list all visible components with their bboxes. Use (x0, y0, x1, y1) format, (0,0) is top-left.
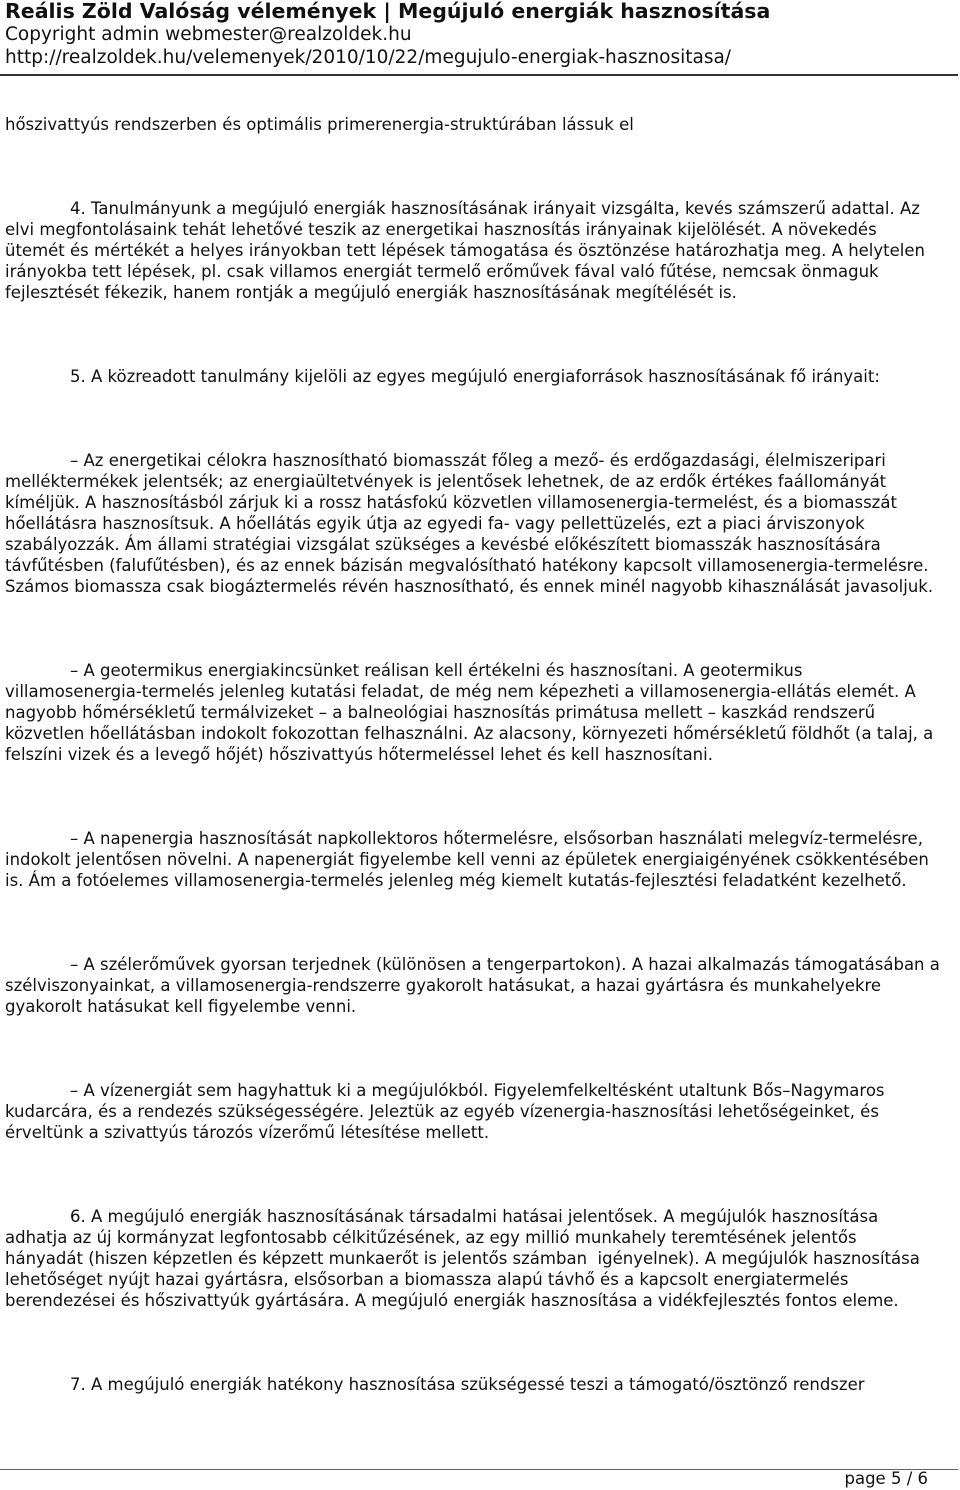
text-line: 4. Tanulmányunk a megújuló energiák hasznosításának irányait vizsgálta, kevés számszerű adattal. Az (70, 199, 920, 218)
paragraph-wind (5, 954, 957, 1017)
text-line: – A vízenergiát sem hagyhattuk ki a megújulókból. Figyelemfelkeltésként utaltunk Bős–Nagymaros (70, 1081, 885, 1100)
text-line: lehetőséget nyújt hazai gyártásra, elsősorban a biomassza alapú távhő és a kapcsolt energiatermelés (5, 1270, 849, 1289)
document-header (5, 0, 955, 69)
text-line: – Az energetikai célokra hasznosítható biomasszát főleg a mező- és erdőgazdasági, élelmiszeripari (70, 451, 886, 470)
text-line: felszíni vizek és a levegő hőjét) hőszivattyús hőtermeléssel lehet és kell hasznosítani. (5, 745, 713, 764)
text-line: Számos biomassza csak biogáztermelés révén hasznosítható, és ennek minél nagyobb kihasználását javasoljuk. (5, 577, 934, 596)
text-line: indokolt jelentősen növelni. A napenergiát figyelembe kell venni az épületek energiaigényének csökkentésében (5, 850, 929, 869)
text-line: villamosenergia-termelés jelenleg kutatási feladat, de még nem képezheti a villamosenergia-ellátás elemét. A (5, 682, 916, 701)
text-line: ütemét és mértékét a helyes irányokban tett lépések támogatása és ösztönzése határozhatja meg. A helytelen (5, 241, 925, 260)
header-divider (0, 74, 958, 76)
text-line: – A napenergia hasznosítását napkollektoros hőtermelésre, elsősorban használati melegvíz-termelésre, (70, 829, 923, 848)
paragraph-solar (5, 828, 957, 891)
text-line: elvi megfontolásaink tehát lehetővé teszik az energetikai hasznosítás irányainak kijelölését. A növekedés (5, 220, 877, 239)
text-line: gyakorolt hatásukat kell figyelembe venni. (5, 997, 357, 1016)
text-line: 5. A közreadott tanulmány kijelöli az egyes megújuló energiaforrások hasznosításának fő irányait: (70, 367, 880, 386)
text-line: – A geotermikus energiakincsünket reálisan kell értékelni és hasznosítani. A geotermikus (70, 661, 803, 680)
text-line: berendezései és hőszivattyúk gyártására. A megújuló energiák hasznosítása a vidékfejlesztés fontos eleme. (5, 1291, 899, 1310)
text-line: közvetlen hőellátásban indokolt fokozottan felhasználni. Az alacsony, környezeti hőmérsékletű földhőt (a talaj, a (5, 724, 934, 743)
text-line: hányadát (hiszen képzetlen és képzett munkaerőt is jelentős számban igényelnek). A megújulók hasznosítása (5, 1249, 920, 1268)
paragraph-point-4 (5, 198, 957, 303)
paragraph-hydro (5, 1080, 957, 1143)
text-line: érveltünk a szivattyús tározós vízerőmű létesítése mellett. (5, 1123, 490, 1142)
text-line: is. Ám a fotóelemes villamosenergia-termelés jelenleg még kiemelt kutatás-fejlesztési feladatként kezelhető. (5, 871, 907, 890)
text-line: adhatja az új kormányzat legfontosabb célkitűzésének, az egy millió munkahely teremtésének jelentős (5, 1228, 857, 1247)
source-url: http://realzoldek.hu/velemenyek/2010/10/22/megujulo-energiak-hasznositasa/ (5, 47, 732, 68)
page-number: page 5 / 6 (844, 1469, 928, 1488)
paragraph-biomass (5, 450, 957, 597)
text-line: kudarcára, és a rendezés szükségességére. Jeleztük az egyéb vízenergia-hasznosítási lehetőségeinket, és (5, 1102, 879, 1121)
paragraph-continuation (5, 114, 957, 135)
text-line: szabályozzák. Ám állami stratégiai vizsgálat szükséges a kevésbé előkészített biomasszák hasznosítására (5, 535, 881, 554)
text-line: hőszivattyús rendszerben és optimális primerenergia-struktúrában lássuk el (5, 115, 634, 134)
text-line: hőellátásra hasznosítsuk. A hőellátás egyik útja az egyedi fa- vagy pellettüzelés, ezt a piaci árviszonyok (5, 514, 865, 533)
document-title: Reális Zöld Valóság vélemények | Megújuló energiák hasznosítása (5, 0, 771, 23)
paragraph-geothermal (5, 660, 957, 765)
text-line: melléktermékek jelentsék; az energiaültetvények is jelentősek lehetnek, de az erdők értékes faállományát (5, 472, 887, 491)
text-line: irányokba tett lépések, pl. csak villamos energiát termelő erőművek fával való fűtése, nemcsak önmaguk (5, 262, 879, 281)
text-line: távfűtésben (falufűtésben), és az ennek bázisán megvalósítható hatékony kapcsolt villamosenergia-termelésre. (5, 556, 929, 575)
footer-divider (0, 1469, 958, 1470)
text-line: 7. A megújuló energiák hatékony hasznosítása szükségessé teszi a támogató/ösztönző rendszer (70, 1375, 865, 1394)
document-body (5, 114, 957, 1458)
text-line: – A szélerőművek gyorsan terjednek (különösen a tengerpartokon). A hazai alkalmazás támogatásában a (70, 955, 940, 974)
text-line: 6. A megújuló energiák hasznosításának társadalmi hatásai jelentősek. A megújulók hasznosítása (70, 1207, 879, 1226)
text-line: fejlesztését fékezik, hanem rontják a megújuló energiák hasznosításának megítélését is. (5, 283, 737, 302)
text-line: kíméljük. A hasznosításból zárjuk ki a rossz hatásfokú közvetlen villamosenergia-termelést, és a biomasszát (5, 493, 897, 512)
paragraph-point-6 (5, 1206, 957, 1311)
paragraph-point-5 (5, 366, 957, 387)
copyright-line: Copyright admin webmester@realzoldek.hu (5, 24, 412, 45)
paragraph-point-7 (5, 1374, 957, 1395)
text-line: szélviszonyainkat, a villamosenergia-rendszerre gyakorolt hatásukat, a hazai gyártásra és munkahelyekre (5, 976, 882, 995)
text-line: nagyobb hőmérsékletű termálvizeket – a balneológiai hasznosítás primátusa mellett – kaszkád rendszerű (5, 703, 876, 722)
